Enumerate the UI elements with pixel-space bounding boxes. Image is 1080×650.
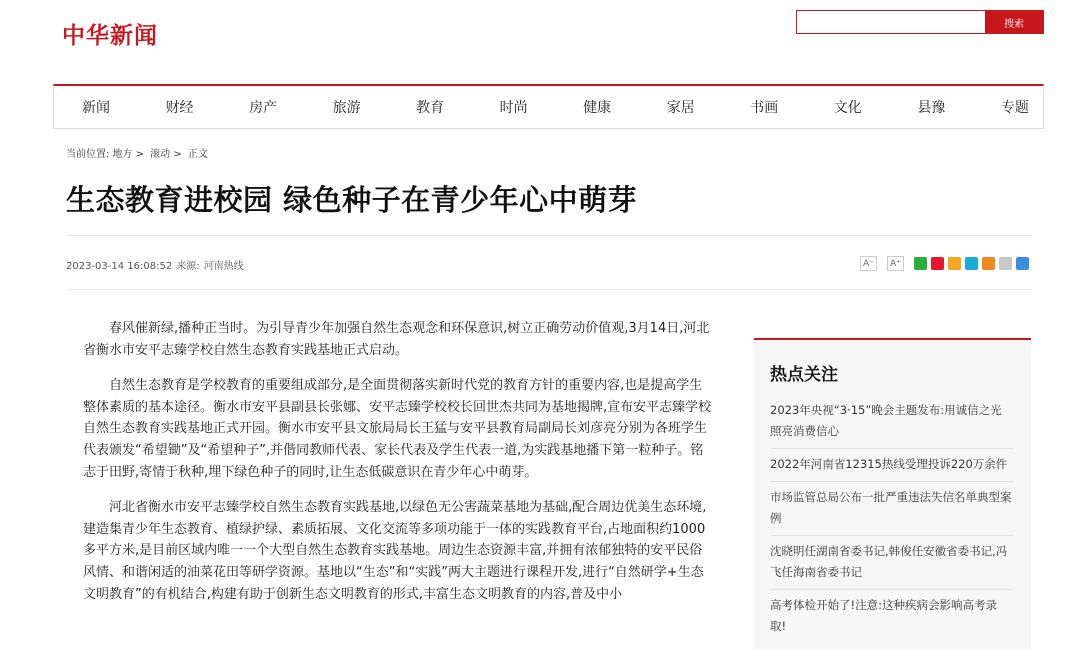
search-input[interactable] [797,11,985,33]
search-box [796,10,1044,34]
breadcrumb-current: 正文 [187,149,208,160]
nav-item-health[interactable]: 健康 [583,100,612,116]
nav-item-special[interactable]: 专题 [1000,100,1029,116]
article-datetime: 2023-03-14 16:08:52 [66,261,173,272]
nav-item-home[interactable]: 家居 [666,100,695,116]
nav-item-realestate[interactable]: 房产 [249,100,278,116]
nav-item-news[interactable]: 新闻 [82,100,110,116]
article-title: 生态教育进校园 绿色种子在青少年心中萌芽 [66,183,638,217]
breadcrumb-prefix: 当前位置: [66,149,110,160]
nav-item-education[interactable]: 教育 [416,100,445,116]
more-share-icon[interactable] [1016,257,1029,270]
qzone-share-icon[interactable] [948,257,961,270]
hot-topic-link[interactable]: 沈晓明任湖南省委书记,韩俊任安徽省委书记,冯飞任海南省委书记 [770,536,1013,590]
font-smaller-button[interactable]: A⁻ [860,256,877,271]
hot-topic-link[interactable]: 高考体检开始了!注意:这种疾病会影响高考录取! [770,598,997,633]
hot-topic-link[interactable]: 市场监管总局公布一批严重违法失信名单典型案例 [770,482,1013,536]
article-paragraph: 河北省衡水市安平志臻学校自然生态教育实践基地,以绿色无公害蔬菜基地为基础,配合周边优美生态环境,建造集青少年生态教育、植绿护绿、素质拓展、文化交流等多项功能于一体的实践教育平台,占地面积约1000多平方米,是目前区域内唯一一个大型自然生态教育实践基地。周边生态资源丰富,并拥有浓郁独特的安平民俗风情、和谐闲适的油菜花田等研学资源。基地以“生态”和“实践”两大主题进行课程开发,进行“自然研学+生态文明教育”的有机结合,构建有助于创新生态文明教育的形式,丰富生态文明教育的内容,普及中小 [83,500,707,602]
hot-topic-link[interactable]: 2023年央视“3·15”晚会主题发布:用诚信之光照亮消费信心 [770,395,1013,449]
copy-link-icon[interactable] [999,257,1012,270]
search-button[interactable]: 搜索 [985,11,1043,33]
article-body [83,318,713,619]
article-paragraph: 春风催新绿,播种正当时。为引导青少年加强自然生态观念和环保意识,树立正确劳动价值观,3月14日,河北省衡水市安平志臻学校自然生态教育实践基地正式启动。 [83,321,710,358]
font-larger-button[interactable]: A⁺ [887,256,904,271]
renren-share-icon[interactable] [982,257,995,270]
nav-item-calligraphy[interactable]: 书画 [750,100,779,116]
nav-item-fashion[interactable]: 时尚 [499,100,528,116]
article-tools [860,256,1029,271]
article-paragraph: 自然生态教育是学校教育的重要组成部分,是全面贯彻落实新时代党的教育方针的重要内容,也是提高学生整体素质的基本途径。衡水市安平县副县长张娜、安平志臻学校校长回世杰共同为基地揭牌,宣布安平志臻学校自然生态教育实践基地正式开园。衡水市安平县文旅局局长王猛与安平县教育局副局长刘彦亮分别为各班学生代表颁发“希望锄”及“希望种子”,并偕同教师代表、家长代表及学生代表一道,为实践基地播下第一粒种子。铭志于田野,寄情于秋种,埋下绿色种子的同时,让生态低碳意识在青少年心中萌芽。 [83,378,712,480]
breadcrumb-sep: > [135,149,144,160]
source-label: 来源: [176,261,200,272]
nav-item-finance[interactable]: 财经 [165,100,194,116]
breadcrumb [66,145,211,160]
hot-topic-link[interactable]: 2022年河南省12315热线受理投诉220万余件 [770,449,1013,482]
nav-item-culture[interactable]: 文化 [833,100,862,116]
divider [66,235,1032,236]
hot-topics-title: 热点关注 [770,365,838,385]
site-logo[interactable]: 中华新闻 [62,23,158,49]
weibo-share-icon[interactable] [931,257,944,270]
hot-topics-panel [754,338,1031,650]
nav-item-travel[interactable]: 旅游 [332,100,361,116]
article-meta [66,257,248,272]
breadcrumb-sep: > [173,149,182,160]
main-nav [53,84,1044,129]
breadcrumb-local[interactable]: 地方 [112,149,133,160]
nav-item-county[interactable]: 县豫 [917,100,946,116]
wechat-share-icon[interactable] [914,257,927,270]
breadcrumb-scroll[interactable]: 滚动 [150,149,171,160]
qq-share-icon[interactable] [965,257,978,270]
article-source: 河南热线 [203,261,244,272]
divider [66,289,1032,290]
